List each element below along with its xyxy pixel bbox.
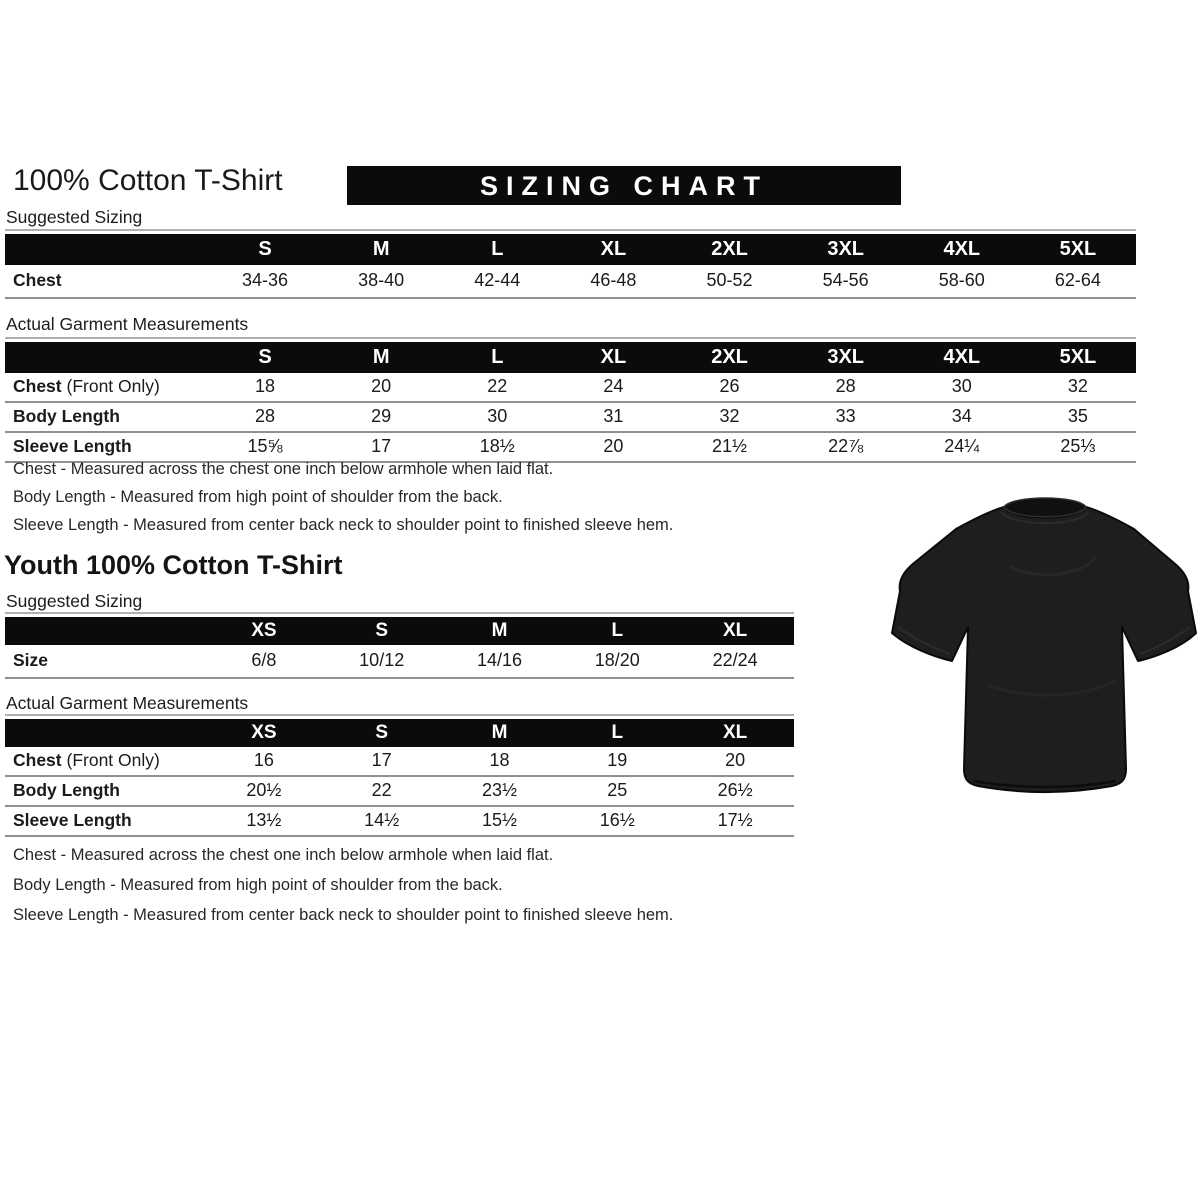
measurement-cell: 14½ bbox=[323, 806, 441, 836]
measurement-row bbox=[5, 806, 794, 836]
size-column-header: 5XL bbox=[1020, 234, 1136, 265]
size-column-header: M bbox=[441, 617, 559, 645]
measurement-cell: 17 bbox=[323, 432, 439, 462]
measurement-row bbox=[5, 645, 794, 678]
measurement-cell: 22 bbox=[323, 776, 441, 806]
row-label: Size bbox=[5, 645, 205, 678]
measurement-row bbox=[5, 747, 794, 776]
measurement-cell: 25 bbox=[558, 776, 676, 806]
size-column-header: 3XL bbox=[788, 234, 904, 265]
youth-suggested-sizing-table-wrap bbox=[5, 612, 794, 679]
row-label: Sleeve Length bbox=[5, 806, 205, 836]
measurement-row bbox=[5, 432, 1136, 462]
measurement-cell: 30 bbox=[439, 402, 555, 432]
measurement-cell: 24 bbox=[555, 373, 671, 402]
measurement-cell: 19 bbox=[558, 747, 676, 776]
measurement-cell: 30 bbox=[904, 373, 1020, 402]
sizing-chart-banner-label: SIZING CHART bbox=[480, 171, 768, 201]
measurement-cell: 32 bbox=[1020, 373, 1136, 402]
adult-suggested-sizing-heading: Suggested Sizing bbox=[6, 207, 143, 227]
youth-actual-measurements-table bbox=[5, 719, 794, 837]
measurement-cell: 20 bbox=[676, 747, 794, 776]
size-column-header: M bbox=[441, 719, 559, 747]
sizing-chart-banner bbox=[347, 166, 901, 205]
size-column-header: XL bbox=[555, 234, 671, 265]
header-spacer bbox=[5, 342, 207, 373]
measurement-cell: 15½ bbox=[441, 806, 559, 836]
size-column-header: M bbox=[323, 342, 439, 373]
note-body-length: Body Length - Measured from high point of shoulder from the back. bbox=[13, 488, 503, 506]
measurement-cell: 62-64 bbox=[1020, 265, 1136, 298]
measurement-cell: 42-44 bbox=[439, 265, 555, 298]
size-column-header: 4XL bbox=[904, 234, 1020, 265]
youth-measurement-notes bbox=[13, 846, 673, 936]
measurement-cell: 22 bbox=[439, 373, 555, 402]
measurement-cell: 16 bbox=[205, 747, 323, 776]
youth-section-title: Youth 100% Cotton T-Shirt bbox=[4, 550, 343, 580]
size-column-header: S bbox=[323, 617, 441, 645]
size-column-header: S bbox=[323, 719, 441, 747]
size-column-header: XL bbox=[676, 719, 794, 747]
adult-actual-measurements-table bbox=[5, 342, 1136, 463]
adult-suggested-sizing-table bbox=[5, 234, 1136, 299]
size-header-row bbox=[5, 342, 1136, 373]
youth-actual-measurements-table-wrap bbox=[5, 714, 794, 837]
youth-suggested-sizing-table bbox=[5, 617, 794, 679]
measurement-cell: 22⅞ bbox=[788, 432, 904, 462]
measurement-cell: 34-36 bbox=[207, 265, 323, 298]
note-body-length: Body Length - Measured from high point of shoulder from the back. bbox=[13, 876, 503, 894]
measurement-cell: 20½ bbox=[205, 776, 323, 806]
measurement-cell: 34 bbox=[904, 402, 1020, 432]
size-column-header: L bbox=[439, 234, 555, 265]
measurement-row bbox=[5, 373, 1136, 402]
header-spacer bbox=[5, 234, 207, 265]
size-column-header: M bbox=[323, 234, 439, 265]
measurement-row bbox=[5, 402, 1136, 432]
measurement-cell: 46-48 bbox=[555, 265, 671, 298]
header-spacer bbox=[5, 719, 205, 747]
size-column-header: XS bbox=[205, 719, 323, 747]
adult-actual-measurements-heading: Actual Garment Measurements bbox=[6, 314, 249, 334]
size-column-header: 2XL bbox=[672, 342, 788, 373]
size-column-header: 4XL bbox=[904, 342, 1020, 373]
note-sleeve-length: Sleeve Length - Measured from center back neck to shoulder point to finished sleeve hem. bbox=[13, 516, 674, 534]
measurement-cell: 18 bbox=[441, 747, 559, 776]
measurement-cell: 14/16 bbox=[441, 645, 559, 678]
measurement-cell: 23½ bbox=[441, 776, 559, 806]
measurement-cell: 15⅝ bbox=[207, 432, 323, 462]
measurement-cell: 26½ bbox=[676, 776, 794, 806]
measurement-cell: 24¼ bbox=[904, 432, 1020, 462]
measurement-cell: 26 bbox=[672, 373, 788, 402]
measurement-cell: 10/12 bbox=[323, 645, 441, 678]
size-column-header: XS bbox=[205, 617, 323, 645]
measurement-cell: 22/24 bbox=[676, 645, 794, 678]
measurement-cell: 35 bbox=[1020, 402, 1136, 432]
measurement-cell: 25⅓ bbox=[1020, 432, 1136, 462]
header-spacer bbox=[5, 617, 205, 645]
size-column-header: S bbox=[207, 342, 323, 373]
size-header-row bbox=[5, 719, 794, 747]
measurement-cell: 32 bbox=[672, 402, 788, 432]
measurement-cell: 17 bbox=[323, 747, 441, 776]
measurement-cell: 28 bbox=[207, 402, 323, 432]
black-tshirt-graphic bbox=[890, 485, 1198, 807]
adult-suggested-sizing-table-wrap bbox=[5, 229, 1136, 299]
measurement-cell: 58-60 bbox=[904, 265, 1020, 298]
measurement-cell: 18½ bbox=[439, 432, 555, 462]
note-chest: Chest - Measured across the chest one inch below armhole when laid flat. bbox=[13, 846, 554, 864]
measurement-cell: 18 bbox=[207, 373, 323, 402]
size-column-header: L bbox=[558, 617, 676, 645]
adult-actual-measurements-table-wrap bbox=[5, 337, 1136, 463]
size-header-row bbox=[5, 617, 794, 645]
adult-section-title: 100% Cotton T-Shirt bbox=[13, 164, 283, 197]
youth-suggested-sizing-heading: Suggested Sizing bbox=[6, 591, 143, 611]
measurement-row bbox=[5, 776, 794, 806]
measurement-cell: 6/8 bbox=[205, 645, 323, 678]
tshirt-product-photo bbox=[890, 485, 1198, 807]
measurement-cell: 54-56 bbox=[788, 265, 904, 298]
row-label: Chest (Front Only) bbox=[5, 373, 207, 402]
note-sleeve-length: Sleeve Length - Measured from center back neck to shoulder point to finished sleeve hem. bbox=[13, 906, 674, 924]
measurement-cell: 20 bbox=[323, 373, 439, 402]
measurement-cell: 20 bbox=[555, 432, 671, 462]
measurement-cell: 18/20 bbox=[558, 645, 676, 678]
size-column-header: S bbox=[207, 234, 323, 265]
adult-measurement-notes bbox=[13, 460, 673, 544]
size-column-header: 2XL bbox=[672, 234, 788, 265]
size-column-header: L bbox=[558, 719, 676, 747]
size-column-header: L bbox=[439, 342, 555, 373]
row-label: Sleeve Length bbox=[5, 432, 207, 462]
row-label: Chest bbox=[5, 265, 207, 298]
measurement-cell: 29 bbox=[323, 402, 439, 432]
row-label: Body Length bbox=[5, 776, 205, 806]
measurement-cell: 50-52 bbox=[672, 265, 788, 298]
measurement-cell: 13½ bbox=[205, 806, 323, 836]
row-label: Chest (Front Only) bbox=[5, 747, 205, 776]
measurement-cell: 17½ bbox=[676, 806, 794, 836]
measurement-cell: 31 bbox=[555, 402, 671, 432]
youth-actual-measurements-heading: Actual Garment Measurements bbox=[6, 693, 249, 713]
measurement-cell: 28 bbox=[788, 373, 904, 402]
size-column-header: XL bbox=[555, 342, 671, 373]
measurement-cell: 21½ bbox=[672, 432, 788, 462]
measurement-cell: 38-40 bbox=[323, 265, 439, 298]
size-column-header: XL bbox=[676, 617, 794, 645]
size-header-row bbox=[5, 234, 1136, 265]
measurement-cell: 33 bbox=[788, 402, 904, 432]
note-chest: Chest - Measured across the chest one inch below armhole when laid flat. bbox=[13, 460, 554, 478]
measurement-row bbox=[5, 265, 1136, 298]
size-column-header: 3XL bbox=[788, 342, 904, 373]
row-label: Body Length bbox=[5, 402, 207, 432]
size-column-header: 5XL bbox=[1020, 342, 1136, 373]
measurement-cell: 16½ bbox=[558, 806, 676, 836]
